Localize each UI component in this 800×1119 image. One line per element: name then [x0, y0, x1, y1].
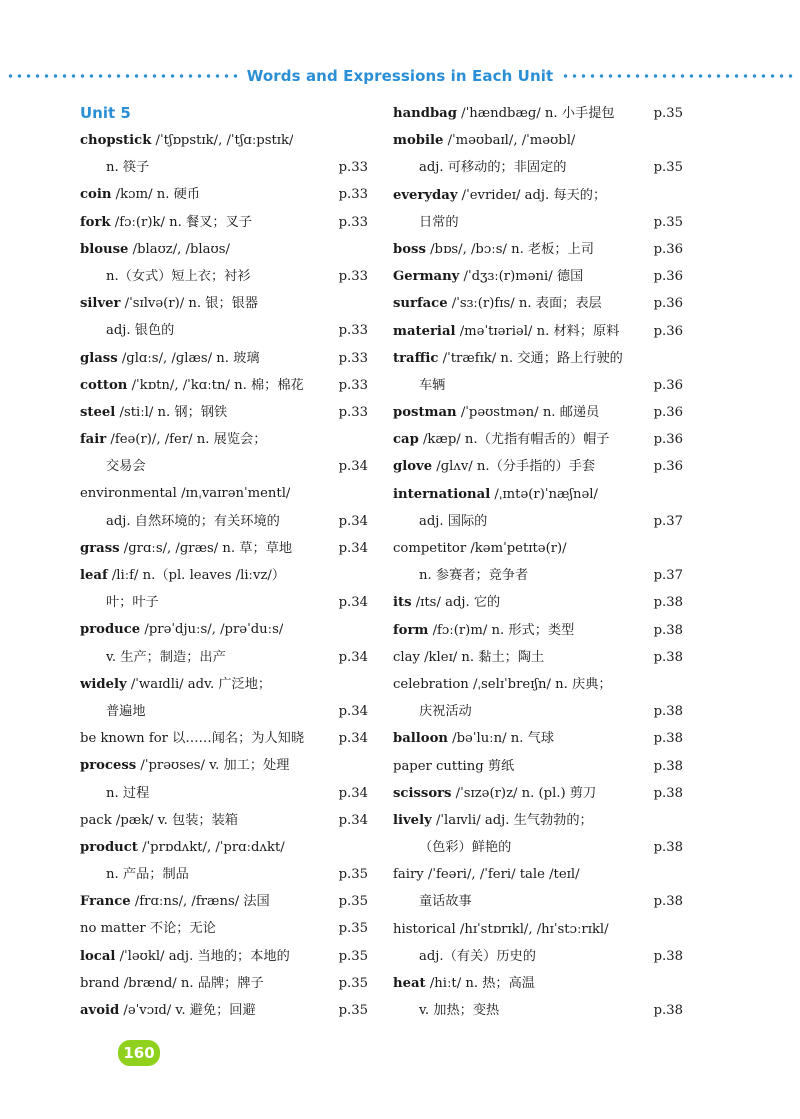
entry-definition: /ˈsɪzə(r)z/ n. (pl.) 剪刀: [451, 785, 597, 801]
page-ref: p.36: [653, 459, 683, 475]
headword: Germany: [393, 269, 460, 285]
headword: silver: [80, 296, 121, 312]
entry-text: [393, 997, 499, 1024]
entry-line: [80, 644, 368, 671]
entry-definition: /ˈləʊkl/ adj. 当地的；本地的: [115, 948, 290, 964]
entry-text: [80, 589, 159, 616]
page-ref: p.37: [653, 513, 683, 529]
headword: mobile: [393, 133, 444, 149]
entry-text: [80, 535, 292, 562]
entry-line: [80, 888, 368, 915]
page-ref: p.37: [653, 568, 683, 584]
entry-text: [393, 970, 535, 997]
entry-text: [393, 916, 609, 943]
entry-definition: /ɡrɑːs/, /ɡræs/ n. 草；草地: [119, 540, 293, 556]
entry-text: [80, 372, 304, 399]
entry-line: [393, 753, 683, 780]
entry-definition: /ˈpəʊstmən/ n. 邮递员: [456, 405, 600, 421]
entry-text: [393, 263, 583, 290]
entry-line: [80, 616, 368, 643]
entry-line: [393, 589, 683, 616]
entry-definition: v. 生产；制造；出产: [106, 649, 226, 665]
entry-line: [393, 209, 683, 236]
entry-definition: 交易会: [106, 459, 146, 475]
headword: coin: [80, 187, 112, 203]
entry-definition: clay /kleɪ/ n. 黏土；陶土: [393, 649, 545, 665]
entry-text: [393, 127, 575, 154]
page-ref: p.35: [338, 867, 368, 883]
entry-text: [80, 780, 149, 807]
entry-definition: fairy /ˈfeəri/, /ˈferi/ tale /teɪl/: [393, 867, 580, 883]
entry-definition: /ˈhændbæɡ/ n. 小手提包: [456, 106, 615, 121]
entry-line: [80, 508, 368, 535]
headword: fair: [80, 432, 107, 448]
entry-definition: 普遍地: [106, 703, 146, 719]
entry-definition: /ˈməʊbaɪl/, /ˈməʊbl/: [443, 133, 576, 149]
headword: local: [80, 948, 116, 964]
entry-text: [80, 426, 266, 453]
headword: everyday: [393, 187, 458, 203]
entry-text: [393, 888, 472, 915]
entry-line: [393, 426, 683, 453]
entry-definition: /bəˈluːn/ n. 气球: [447, 731, 555, 747]
page-ref: p.35: [653, 214, 683, 230]
page-ref: p.35: [338, 921, 368, 937]
entry-text: [80, 861, 189, 888]
entry-text: [393, 834, 511, 861]
entry-line: [393, 562, 683, 589]
entry-definition: /ˈtræfɪk/ n. 交通；路上行驶的: [438, 350, 623, 366]
entry-text: [80, 236, 230, 263]
headword: form: [393, 622, 429, 638]
page-ref: p.35: [338, 948, 368, 964]
entry-line: [80, 426, 368, 453]
headword: fork: [80, 214, 111, 230]
entry-definition: brand /brænd/ n. 品牌；牌子: [80, 975, 264, 991]
page-ref: p.38: [653, 840, 683, 856]
entry-line: [80, 290, 368, 317]
headword: process: [80, 758, 137, 774]
entry-line: [393, 263, 683, 290]
entry-definition: /ˈprɒdʌkt/, /ˈprɑːdʌkt/: [137, 839, 285, 855]
page-ref: p.36: [653, 432, 683, 448]
entry-text: [393, 508, 487, 535]
entry-definition: /kɔɪn/ n. 硬币: [111, 187, 201, 203]
entry-text: [393, 780, 596, 807]
page-ref: p.34: [338, 703, 368, 719]
entry-line: [393, 671, 683, 698]
entry-definition: /ˌɪntə(r)ˈnæʃnəl/: [490, 486, 598, 502]
entry-definition: /frɑːns/, /fræns/ 法国: [130, 894, 270, 910]
entry-line: [80, 209, 368, 236]
entry-definition: /hiːt/ n. 热；高温: [425, 976, 535, 991]
entry-text: [393, 807, 593, 834]
entry-text: [80, 752, 289, 779]
entry-line: [80, 589, 368, 616]
entry-line: [80, 752, 368, 779]
entry-definition: adj. 自然环境的；有关环境的: [106, 513, 280, 529]
page-number: 160: [123, 1044, 155, 1062]
entry-line: [80, 345, 368, 372]
entry-text: [393, 671, 612, 698]
entry-line: [393, 698, 683, 725]
headword: traffic: [393, 350, 439, 366]
entry-definition: /fɔː(r)k/ n. 餐叉；叉子: [110, 214, 252, 230]
headword: widely: [80, 676, 127, 692]
entry-definition: 日常的: [419, 214, 459, 230]
entry-definition: /stiːl/ n. 钢；钢铁: [115, 404, 228, 420]
page-ref: p.34: [338, 540, 368, 556]
headword: blouse: [80, 241, 129, 257]
page-ref: p.33: [338, 160, 368, 176]
entry-text: [80, 181, 200, 208]
entry-definition: /ˈwaɪdli/ adv. 广泛地；: [126, 676, 272, 692]
headword: international: [393, 486, 491, 502]
entry-definition: adj. 国际的: [419, 513, 488, 529]
entry-definition: no matter 不论；无论: [80, 921, 216, 937]
page-ref: p.35: [338, 894, 368, 910]
entry-text: [80, 997, 256, 1024]
page-ref: p.36: [653, 296, 683, 312]
entry-line: [80, 453, 368, 480]
entry-line: [393, 182, 683, 209]
entry-text: [80, 644, 226, 671]
entry-line: [80, 263, 368, 290]
entry-line: [80, 480, 368, 507]
page-ref: p.36: [653, 269, 683, 285]
page-number-badge: [118, 1040, 160, 1066]
entry-text: [80, 290, 258, 317]
page-ref: p.34: [338, 649, 368, 665]
entry-definition: /prəˈdjuːs/, /prəˈduːs/: [140, 622, 284, 638]
page-ref: p.34: [338, 785, 368, 801]
entry-text: [393, 698, 472, 725]
entry-definition: /ˈevrideɪ/ adj. 每天的；: [457, 187, 607, 203]
headword: grass: [80, 540, 120, 556]
entry-text: [393, 753, 514, 780]
entry-definition: n. 参赛者；竞争者: [419, 568, 529, 584]
header-dots-right: [561, 74, 794, 78]
entry-line: [393, 834, 683, 861]
entry-line: [393, 861, 683, 888]
entry-line: [393, 372, 683, 399]
headword: handbag: [393, 106, 457, 121]
unit-title: Unit 5: [80, 104, 131, 122]
header-dots-left: [6, 74, 239, 78]
entry-text: [80, 943, 290, 970]
entry-definition: /blaʊz/, /blaʊs/: [128, 241, 230, 257]
right-column: [393, 100, 683, 1024]
page-ref: p.38: [653, 1003, 683, 1019]
entry-definition: /kæp/ n.（尤指有帽舌的）帽子: [418, 432, 610, 448]
entry-line: [393, 916, 683, 943]
entry-line: [393, 725, 683, 752]
page-ref: p.33: [338, 377, 368, 393]
headword: product: [80, 839, 138, 855]
entry-text: [393, 399, 599, 426]
entry-text: [393, 154, 566, 181]
entry-line: [393, 888, 683, 915]
entry-line: [393, 345, 683, 372]
page-ref: p.34: [338, 731, 368, 747]
entry-text: [80, 127, 293, 154]
entry-text: [80, 209, 252, 236]
entry-definition: /ˈdʒɜː(r)məni/ 德国: [459, 269, 584, 285]
entry-text: [80, 970, 264, 997]
entry-line: [393, 453, 683, 480]
headword: cotton: [80, 377, 128, 393]
entry-text: [393, 481, 598, 508]
entry-definition: （色彩）鲜艳的: [419, 840, 512, 856]
entry-text: [80, 508, 280, 535]
entry-definition: /əˈvɔɪd/ v. 避免；回避: [119, 1003, 256, 1018]
entry-line: [80, 997, 368, 1024]
headword: postman: [393, 405, 457, 421]
entry-definition: paper cutting 剪纸: [393, 758, 515, 774]
entry-text: [80, 807, 238, 834]
headword: boss: [393, 241, 426, 257]
page-ref: p.34: [338, 513, 368, 529]
page-ref: p.35: [338, 975, 368, 991]
entry-text: [393, 589, 500, 616]
entry-line: [80, 915, 368, 942]
page-ref: p.33: [338, 214, 368, 230]
entry-definition: 童话故事: [419, 894, 472, 910]
headword: scissors: [393, 785, 452, 801]
entry-definition: adj.（有关）历史的: [419, 948, 536, 964]
page-ref: p.34: [338, 459, 368, 475]
headword: its: [393, 595, 412, 611]
entry-definition: n. 筷子: [106, 160, 150, 176]
entry-line: [393, 970, 683, 997]
page-ref: p.35: [338, 1003, 368, 1018]
entry-definition: adj. 银色的: [106, 323, 175, 339]
entry-definition: /ˈtʃɒpstɪk/, /ˈtʃɑːpstɪk/: [151, 133, 294, 148]
entry-line: [80, 181, 368, 208]
entry-definition: /ɡlɑːs/, /ɡlæs/ n. 玻璃: [117, 350, 260, 366]
entry-definition: 庆祝活动: [419, 704, 472, 720]
entry-text: [393, 644, 544, 671]
headword: glove: [393, 459, 433, 475]
page-ref: p.38: [653, 704, 683, 720]
entry-line: [80, 780, 368, 807]
entry-line: [80, 807, 368, 834]
entry-line: [80, 399, 368, 426]
entry-text: [393, 943, 536, 970]
section-header: [0, 64, 800, 88]
entry-text: [393, 100, 615, 127]
headword: surface: [393, 296, 448, 312]
headword: France: [80, 894, 131, 910]
headword: heat: [393, 976, 426, 991]
headword: produce: [80, 622, 141, 638]
headword: chopstick: [80, 133, 152, 148]
entry-line: [80, 861, 368, 888]
headword: leaf: [80, 568, 108, 583]
entry-text: [80, 562, 285, 589]
page-ref: p.36: [653, 377, 683, 393]
entry-text: [393, 453, 595, 480]
entry-line: [80, 725, 368, 752]
entry-definition: /ˈprəʊses/ v. 加工；处理: [136, 758, 290, 774]
page-ref: p.33: [338, 187, 368, 203]
entry-line: [80, 154, 368, 181]
entry-definition: competitor /kəmˈpetɪtə(r)/: [393, 541, 567, 556]
entry-line: [393, 644, 683, 671]
entry-text: [80, 399, 227, 426]
entry-text: [393, 372, 445, 399]
entry-text: [80, 154, 149, 181]
page-ref: p.38: [653, 758, 683, 774]
headword: balloon: [393, 731, 448, 747]
entry-text: [80, 888, 270, 915]
left-column: [80, 100, 368, 1024]
page-ref: p.38: [653, 649, 683, 665]
page-ref: p.33: [338, 404, 368, 420]
entry-line: [80, 943, 368, 970]
entry-line: [393, 508, 683, 535]
entry-text: [393, 345, 623, 372]
entry-line: [80, 562, 368, 589]
entry-text: [393, 725, 554, 752]
entry-definition: /ɪts/ adj. 它的: [411, 595, 501, 611]
page-ref: p.33: [338, 350, 368, 366]
entry-text: [80, 480, 290, 507]
entry-line: [393, 997, 683, 1024]
entry-definition: historical /hɪˈstɒrɪkl/, /hɪˈstɔːrɪkl/: [393, 921, 609, 937]
headword: material: [393, 323, 456, 339]
entry-definition: v. 加热；变热: [419, 1003, 500, 1019]
entry-line: [393, 780, 683, 807]
entry-definition: /ɡlʌv/ n.（分手指的）手套: [432, 459, 596, 475]
entry-line: [393, 535, 683, 562]
entry-definition: /bɒs/, /bɔːs/ n. 老板；上司: [425, 241, 594, 257]
entry-definition: /ˈkɒtn/, /ˈkɑːtn/ n. 棉；棉花: [127, 377, 304, 393]
entry-line: [393, 807, 683, 834]
entry-line: [393, 943, 683, 970]
entry-definition: environmental /ɪnˌvaɪrənˈmentl/: [80, 486, 291, 502]
entry-definition: /fɔː(r)m/ n. 形式；类型: [428, 622, 575, 638]
entry-text: [80, 671, 271, 698]
entry-text: [80, 317, 174, 344]
entry-definition: 叶；叶子: [106, 595, 159, 611]
entry-text: [393, 562, 528, 589]
entry-text: [80, 725, 304, 752]
header-title: Words and Expressions in Each Unit: [246, 67, 554, 85]
page-ref: p.34: [338, 595, 368, 611]
entry-line: [80, 535, 368, 562]
entry-definition: /ˈsɪlvə(r)/ n. 银；银器: [120, 296, 259, 312]
entry-line: [393, 236, 683, 263]
entry-text: [80, 616, 283, 643]
page-ref: p.36: [653, 323, 683, 339]
entry-line: [393, 318, 683, 345]
entry-line: [393, 481, 683, 508]
entry-line: [80, 698, 368, 725]
entry-text: [80, 453, 146, 480]
entry-definition: be known for 以……闻名；为人知晓: [80, 731, 305, 747]
page-ref: p.36: [653, 241, 683, 257]
entry-line: [80, 834, 368, 861]
entry-line: [80, 236, 368, 263]
page-ref: p.33: [338, 268, 368, 284]
entry-line: [393, 290, 683, 317]
headword: avoid: [80, 1003, 120, 1018]
entry-line: [393, 127, 683, 154]
page-ref: p.34: [338, 812, 368, 828]
page-ref: p.33: [338, 323, 368, 339]
entry-definition: /liːf/ n.（pl. leaves /liːvz/）: [107, 568, 286, 583]
entry-line: [393, 617, 683, 644]
entry-definition: /ˈlaɪvli/ adj. 生气勃勃的；: [431, 812, 593, 828]
entry-text: [393, 861, 580, 888]
entry-line: [80, 317, 368, 344]
entry-line: [80, 127, 368, 154]
page-ref: p.38: [653, 948, 683, 964]
entry-definition: /feə(r)/, /fer/ n. 展览会；: [106, 432, 267, 448]
entry-text: [393, 318, 619, 345]
entry-line: [393, 100, 683, 127]
entry-text: [80, 834, 285, 861]
entry-text: [393, 617, 574, 644]
entry-definition: 车辆: [419, 377, 446, 393]
entry-definition: /məˈtɪəriəl/ n. 材料；原料: [455, 323, 620, 339]
entry-line: [393, 154, 683, 181]
entry-text: [393, 426, 609, 453]
page-ref: p.35: [653, 106, 683, 121]
headword: steel: [80, 404, 116, 420]
entry-text: [80, 345, 260, 372]
entry-definition: /ˈsɜː(r)fɪs/ n. 表面；表层: [447, 296, 602, 312]
entry-line: [80, 970, 368, 997]
entry-line: [80, 671, 368, 698]
page-ref: p.38: [653, 785, 683, 801]
entry-text: [393, 236, 594, 263]
headword: glass: [80, 350, 118, 366]
entry-line: [393, 399, 683, 426]
entry-definition: n. 过程: [106, 785, 150, 801]
entry-text: [393, 209, 459, 236]
entry-definition: n. 产品；制品: [106, 867, 189, 883]
entry-text: [80, 263, 251, 290]
entry-definition: adj. 可移动的；非固定的: [419, 160, 567, 176]
page-ref: p.36: [653, 405, 683, 421]
entry-definition: celebration /ˌselɪˈbreɪʃn/ n. 庆典；: [393, 676, 612, 692]
page-ref: p.38: [653, 622, 683, 638]
entry-definition: n.（女式）短上衣；衬衫: [106, 268, 251, 284]
entry-text: [393, 290, 602, 317]
entry-text: [393, 182, 606, 209]
headword: lively: [393, 812, 432, 828]
page-ref: p.35: [653, 160, 683, 176]
entry-text: [80, 915, 216, 942]
page-ref: p.38: [653, 894, 683, 910]
headword: cap: [393, 432, 419, 448]
page-ref: p.38: [653, 595, 683, 611]
entry-definition: pack /pæk/ v. 包装；装箱: [80, 812, 238, 828]
entry-line: [80, 372, 368, 399]
page-ref: p.38: [653, 731, 683, 747]
entry-text: [393, 535, 567, 562]
entry-text: [80, 698, 146, 725]
